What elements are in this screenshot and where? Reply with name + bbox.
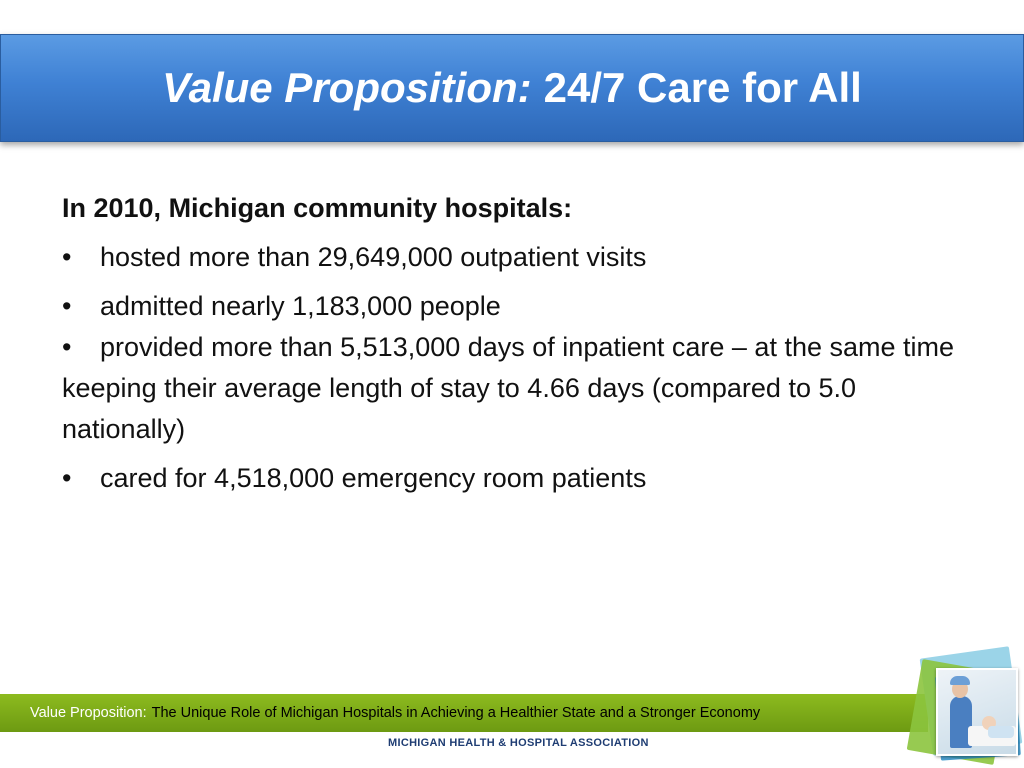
bullet-dot: • (62, 463, 72, 493)
bullet-text: provided more than 5,513,000 days of inpatient care – at the same time keeping their average length of stay to 4.66 days (compared to 5.0 nationally) (62, 332, 955, 444)
slide-title-bar (0, 34, 1024, 142)
bullet-text: hosted more than 29,649,000 outpatient visits (100, 242, 647, 272)
blanket (988, 726, 1014, 738)
bullet-dot: • (62, 332, 72, 362)
nurse-cap (950, 676, 970, 685)
bullet-text: admitted nearly 1,183,000 people (100, 291, 501, 321)
slide-content (62, 188, 962, 507)
bullet-item (62, 237, 962, 278)
footer-subtitle: The Unique Role of Michigan Hospitals in Achieving a Healthier State and a Stronger Economy (151, 705, 761, 721)
organization-name: MICHIGAN HEALTH & HOSPITAL ASSOCIATION (388, 737, 649, 749)
bullet-dot: • (62, 242, 72, 272)
bullet-item (62, 286, 962, 327)
title-main: 24/7 Care for All (543, 64, 862, 111)
title-italic: Value Proposition: (162, 64, 532, 111)
bullet-dot: • (62, 291, 72, 321)
content-lead: In 2010, Michigan community hospitals: (62, 193, 573, 223)
footer-photo (908, 648, 1024, 766)
bullet-item (62, 458, 962, 499)
bullet-item (62, 327, 962, 450)
footer-label: Value Proposition: (30, 705, 147, 721)
nurse-with-patient-image (936, 668, 1018, 756)
bullet-text: cared for 4,518,000 emergency room patients (100, 463, 647, 493)
footer-bar (0, 694, 928, 732)
